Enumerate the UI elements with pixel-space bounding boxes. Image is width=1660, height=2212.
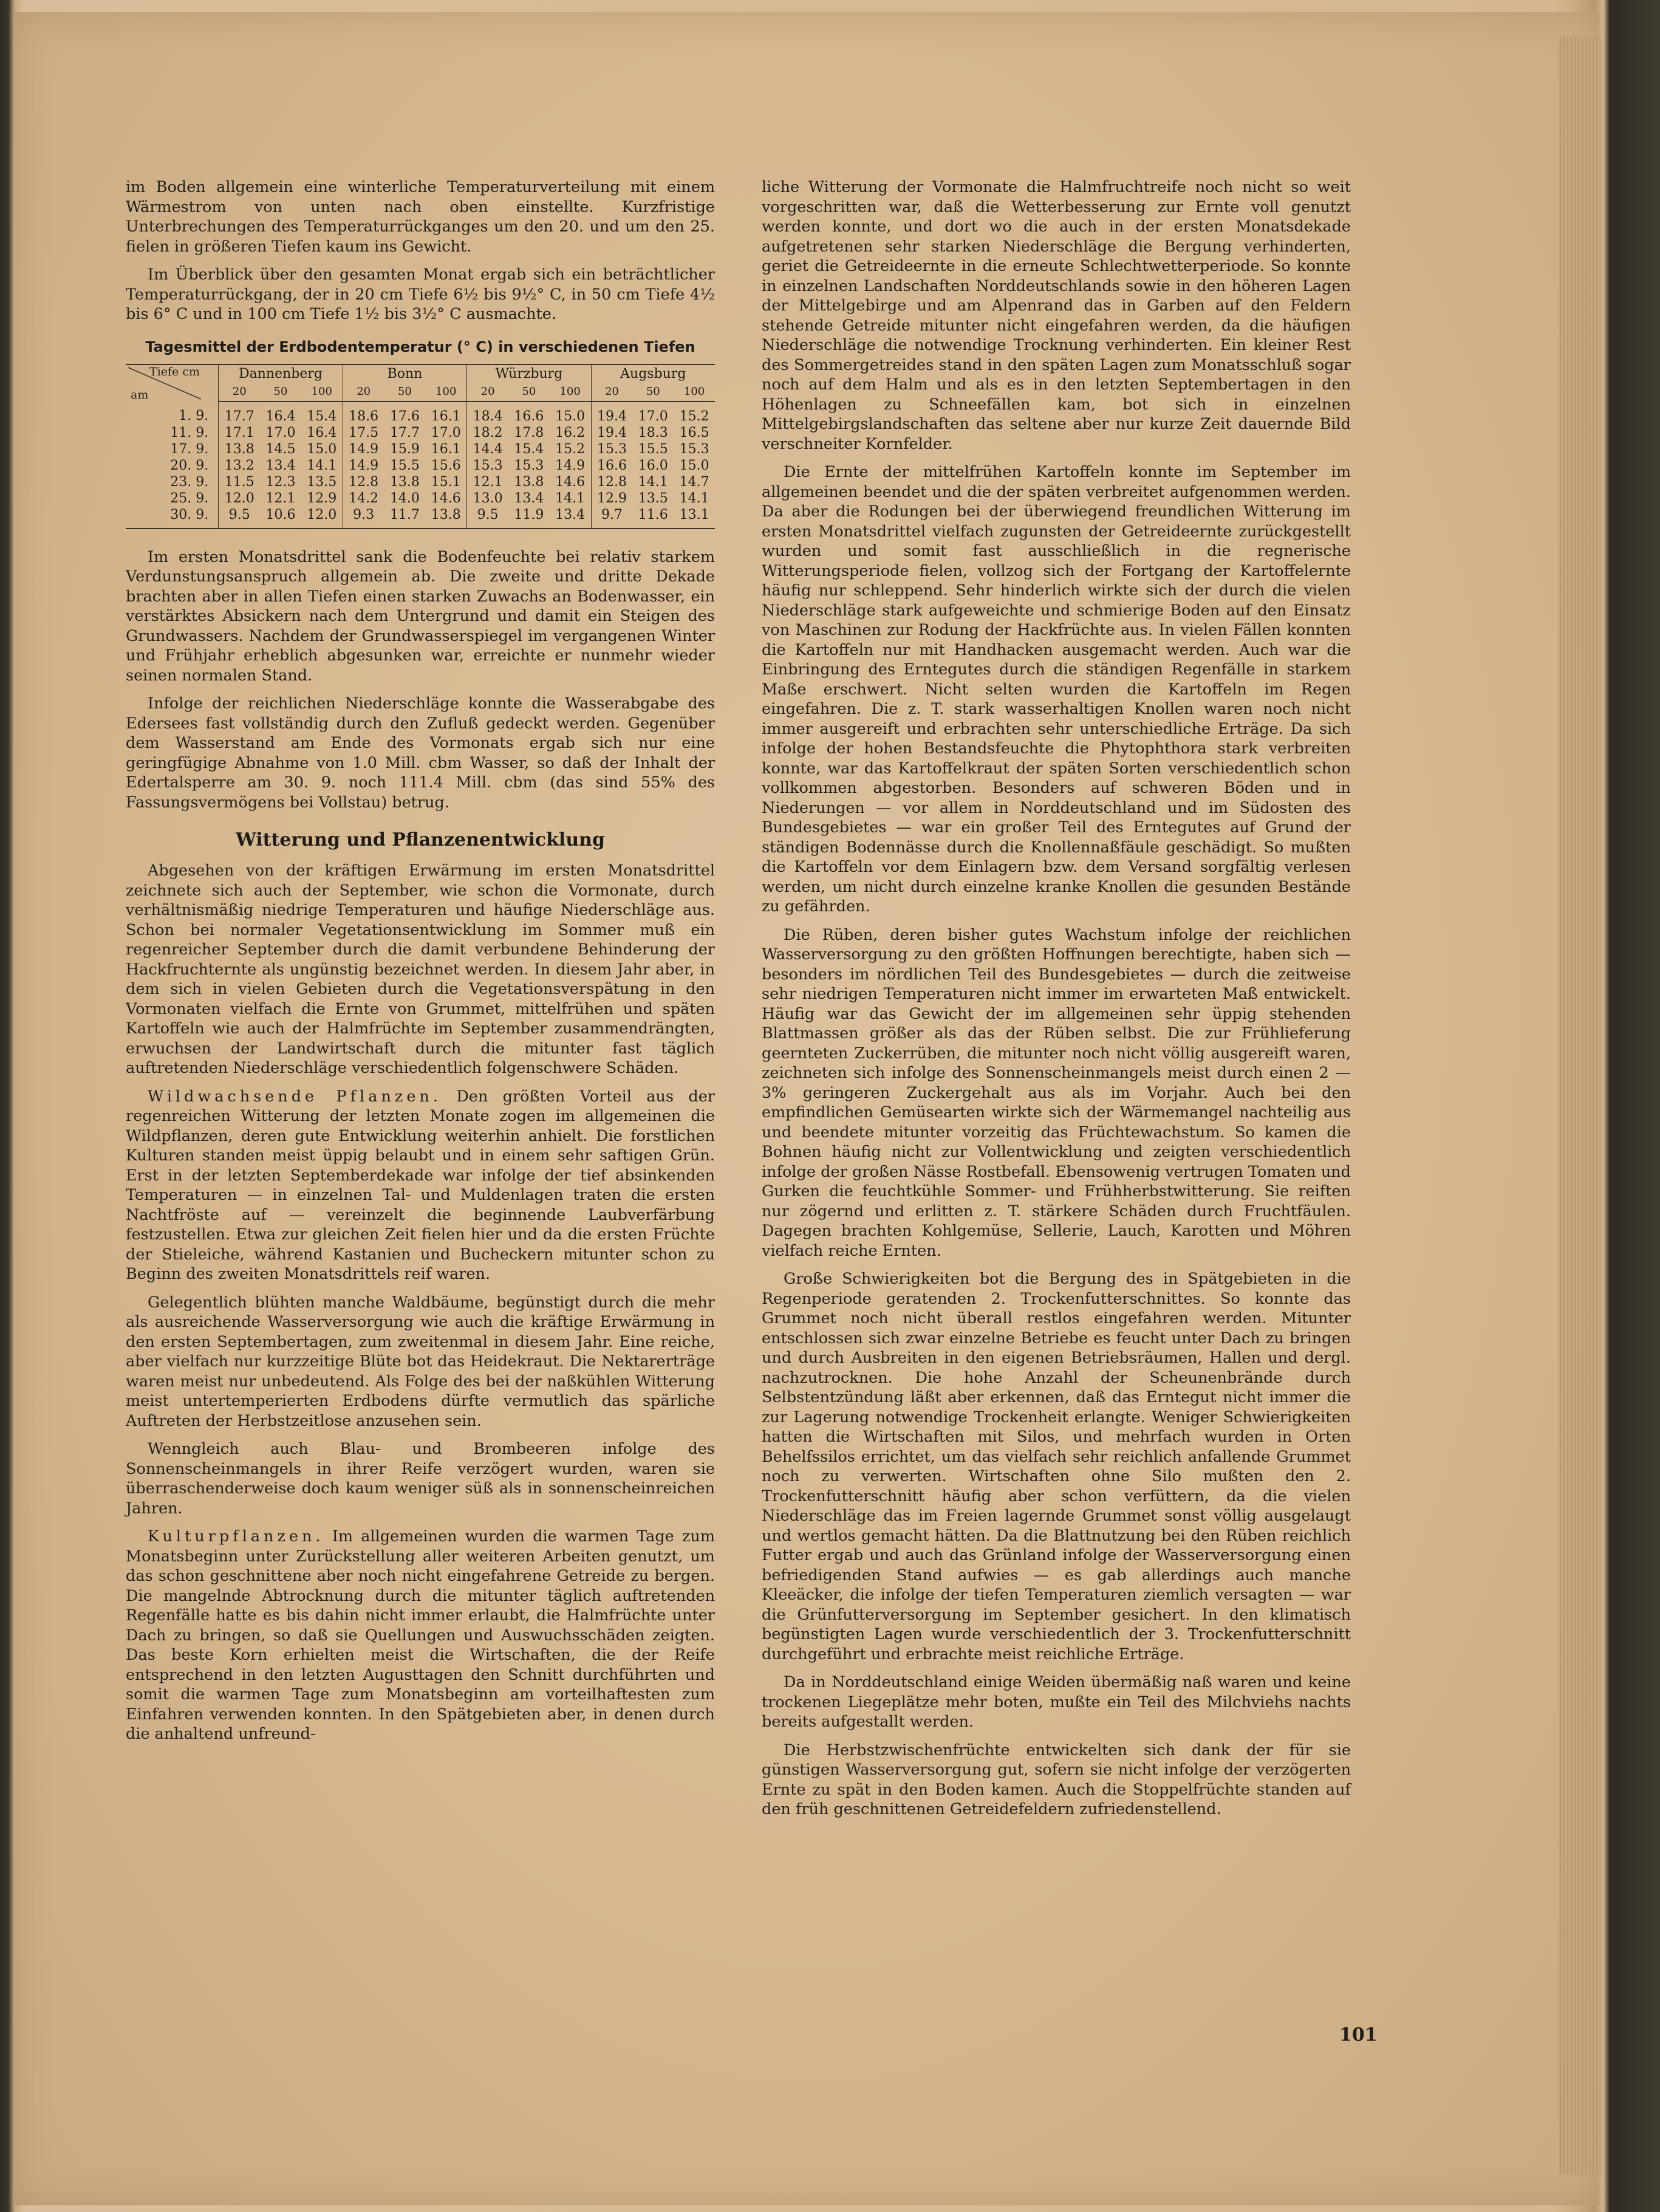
table-cell: 11.5 [219,474,260,490]
table-cell: 9.5 [219,507,260,529]
date-cell: 30. 9. [126,507,219,529]
table-cell: 19.4 [591,402,632,425]
date-cell: 20. 9. [170,457,209,473]
table-cell: 12.1 [265,490,296,506]
table-cell: 16.1 [431,408,461,424]
table-cell: 14.9 [555,457,586,473]
table-row [126,441,715,457]
paragraph: Wenngleich auch Blau- und Brombeeren infolge des Sonnenscheinmangels in ihrer Reife verzögert wurden, waren sie überraschenderweise doch kaum weniger süß als in sonnenscheinreichen Jahren. [126,1440,715,1518]
table-cell: 16.4 [265,408,296,424]
table-cell: 17.0 [638,408,668,424]
table-cell: 12.3 [265,474,296,490]
table-cell: 13.2 [219,457,260,474]
table-cell: 13.5 [638,490,668,506]
table-cell: 14.5 [265,441,296,457]
table-cell: 15.3 [514,457,544,473]
paragraph-lead: Kulturpflanzen. [148,1527,324,1546]
table-cell: 15.5 [638,441,668,457]
table-row [126,490,715,507]
paragraph: Da in Norddeutschland einige Weiden übermäßig naß waren und keine trockenen Liegeplätze mehr boten, mußte ein Teil des Milchviehs nachts bereits aufgestallt werden. [762,1673,1351,1731]
paragraph-text: Den größten Vorteil aus der regenreichen Witterung der letzten Monate zogen im allgemeinen die Wildpflanzen, deren gute Entwicklung weiterhin anhielt. Die forstlichen Kulturen standen meist üppig belaubt und in einem sehr saftigen Grün. Erst in der letzten Septemberdekade war infolge der tief absinkenden Temperaturen — in einzelnen Tal- und Muldenlagen traten die ersten Nachtfröste auf — vereinzelt die beginnende Laubverfärbung festzustellen. Etwa zur gleichen Zeit fielen hier und da die ersten Früchte der Stieleiche, während Kastanien und Bucheckern mitunter schon zu Beginn des zweiten Monatsdrittels reif waren. [126,1087,715,1283]
table-cell: 15.9 [389,441,420,457]
table-cell: 9.3 [343,507,384,529]
table-cell: 14.7 [679,474,709,490]
date-cell: 11. 9. [170,425,209,440]
depth-header: 100 [301,383,343,402]
corner-depth-label: Tiefe cm [149,365,200,378]
soil-temperature-table-block [126,338,715,529]
table-cell: 13.4 [514,490,544,506]
table-cell: 15.3 [467,457,508,474]
paragraph-kulturpflanzen [126,1527,715,1744]
station-header: Würzburg [467,365,591,383]
paragraph-wildpflanzen [126,1087,715,1284]
table-cell: 15.6 [431,457,461,473]
table-cell: 17.1 [219,425,260,441]
table-cell: 15.2 [679,408,709,424]
paragraph: im Boden allgemein eine winterliche Temperaturverteilung mit einem Wärmestrom von unten nach oben einstellte. Kurzfristige Unterbrechungen des Temperaturrückganges um den 20. und um den 25. fielen in größeren Tiefen kaum ins Gewicht. [126,178,715,256]
paragraph: Die Ernte der mittelfrühen Kartoffeln konnte im September im allgemeinen beendet und die der späten verbreitet aufgenommen werden. Da aber die Rodungen bei der überwiegend freundlichen Witterung im ersten Monatsdrittel vielfach zugunsten der Getreideernte zurückgestellt wurden und somit fast ausschließlich in die regnerische Witterungsperiode fielen, vollzog sich der Fortgang der Kartoffelernte häufig nur schleppend. Sehr hinderlich wirkte sich der durch die vielen Niederschläge stark aufgeweichte und schmierige Boden auf den Einsatz von Maschinen zur Rodung der Hackfrüchte aus. In vielen Fällen konnten die Kartoffeln nur mit Handhacken ausgemacht werden. Auch war die Einbringung des Erntegutes durch die ständigen Regenfälle in starkem Maße erschwert. Nicht selten wurden die Kartoffeln im Regen eingefahren. Die z. T. stark wasserhaltigen Knollen waren noch nicht immer ausgereift und erbrachten sehr unterschiedliche Erträge. Da sich infolge der hohen Bestandsfeuchte die Phytophthora stark verbreiten konnte, war das Kartoffelkraut der späten Sorten verschiedentlich schon vollkommen abgestorben. Besonders auf schweren Böden und in Niederungen — vor allem in Norddeutschland und im Südosten des Bundesgebietes — war ein großer Teil des Erntegutes auf Grund der ständigen Bodennässe durch die Knollennaßfäule geschädigt. So mußten die Kartoffeln vor dem Einlagern bzw. dem Versand sorgfältig verlesen werden, um nicht durch einzelne kranke Knollen die gesunden Bestände zu gefährden. [762,463,1351,916]
soil-temperature-table [126,364,715,529]
table-cell: 17.8 [514,425,544,440]
table-cell: 17.7 [389,425,420,440]
table-cell: 14.2 [343,490,384,507]
table-row [126,457,715,474]
paragraph: Große Schwierigkeiten bot die Bergung des in Spätgebieten in die Regenperiode geratenden 2. Trockenfutterschnittes. So konnte das Grummet noch nicht überall restlos eingefahren werden. Mitunter entschlossen sich zwar einzelne Betriebe es feucht unter Dach zu bringen und durch Ausbreiten in den eigenen Betriebsräumen, Hallen und dergl. nachzutrocknen. Die hohe Anzahl der Scheunenbrände durch Selbstentzündung läßt aber erkennen, daß das Erntegut nicht immer die zur Lagerung notwendige Trockenheit erlangte. Weniger Schwierigkeiten hatten die Wirtschaften mit Silos, und mehrfach wurden in Orten Behelfssilos errichtet, um das vielfach sehr reichlich anfallende Grummet noch zu verwerten. Wirtschaften ohne Silo mußten den 2. Trockenfutterschnitt häufig aber schon verfüttern, da die vielen Niederschläge das im Freien lagernde Grummet sonst völlig ausgelaugt und wertlos gemacht hätten. Da die Blattnutzung bei den Rüben reichlich Futter ergab und auch das Grünland infolge der Wasserversorgung einen befriedigenden Stand aufwies — es gab allerdings auch manche Kleeäcker, die infolge der tiefen Temperaturen ziemlich versagten — war die Grünfutterversorgung im September gesichert. In den klimatisch begünstigten Lagen wurde verschiedentlich der 3. Trockenfutterschnitt durchgeführt und erbrachte meist reichliche Erträge. [762,1270,1351,1663]
depth-header: 20 [591,383,632,402]
table-body [126,402,715,529]
left-column [126,177,715,1753]
table-cell: 15.4 [307,408,337,424]
depth-header: 50 [508,383,550,402]
table-corner [126,365,219,402]
table-cell: 18.6 [343,402,384,425]
table-cell: 16.2 [555,425,586,440]
date-cell: 25. 9. [170,490,209,506]
depth-header: 100 [674,383,715,402]
depth-header: 50 [384,383,426,402]
table-cell: 9.5 [467,507,508,529]
table-cell: 14.4 [467,441,508,457]
table-cell: 16.4 [307,425,337,440]
table-cell: 18.2 [467,425,508,441]
table-cell: 13.0 [467,490,508,507]
table-cell: 16.0 [638,457,668,473]
page-edges [1558,36,1600,2175]
depth-header: 20 [219,383,260,402]
paragraph: Die Herbstzwischenfrüchte entwickelten sich dank der für sie günstigen Wasserversorgung gut, sofern sie nicht infolge der verzögerten Ernte zu spät in den Boden kamen. Auch die Stoppelfrüchte standen auf den früh geschnittenen Getreidefeldern zufriedenstellend. [762,1741,1351,1818]
table-cell: 16.5 [679,425,709,440]
date-cell: 17. 9. [170,441,209,457]
paragraph: Im Überblick über den gesamten Monat ergab sich ein beträchtlicher Temperaturrückgang, der in 20 cm Tiefe 6½ bis 9½° C, in 50 cm Tiefe 4½ bis 6° C und in 100 cm Tiefe 1½ bis 3½° C ausmachte. [126,265,715,323]
depth-header: 20 [467,383,508,402]
section-heading: Witterung und Pflanzenentwicklung [236,829,605,851]
corner-date-label: am [131,388,149,402]
table-cell: 16.6 [591,457,632,474]
table-cell: 14.0 [389,490,420,506]
paragraph: Im ersten Monatsdrittel sank die Bodenfeuchte bei relativ starkem Verdunstungsanspruch allgemein ab. Die zweite und dritte Dekade brachten aber in allen Tiefen einen starken Zuwachs an Bodenwasser, ein verstärktes Absickern nach dem Untergrund und damit ein Steigen des Grundwassers. Nachdem der Grundwasserspiegel im vergangenen Winter und Frühjahr erheblich abgesunken war, erreichte er nunmehr wieder seinen normalen Stand. [126,547,715,685]
table-cell: 15.1 [431,474,461,490]
table-cell: 18.4 [467,402,508,425]
table-caption: Tagesmittel der Erdbodentemperatur (° C) in verschiedenen Tiefen [145,338,695,355]
table-cell: 13.8 [389,474,420,490]
table-cell: 11.7 [384,507,426,529]
table-cell: 16.1 [431,441,461,457]
table-cell: 17.5 [343,425,384,441]
right-column [762,177,1351,1828]
table-cell: 13.4 [265,457,296,473]
paragraph-lead: Wildwachsende Pflanzen. [148,1087,442,1106]
table-cell: 12.1 [467,474,508,490]
table-cell: 17.6 [389,408,420,424]
table-cell: 13.8 [425,507,466,529]
table-row [126,507,715,529]
table-cell: 14.9 [343,457,384,474]
paragraph: Gelegentlich blühten manche Waldbäume, begünstigt durch die mehr als ausreichende Wasserversorgung wie auch die kräftige Erwärmung in den ersten Septembertagen, zum zweitenmal in diesem Jahr. Eine reiche, aber vielfach nur kurzzeitige Blüte bot das Heidekraut. Die Nektarerträge waren meist nur unbedeutend. Als Folge des bei der naßkühlen Witterung meist untertemperierten Erdbodens dürfte vermutlich das spärliche Auftreten der Herbstzeitlose anzusehen sein. [126,1293,715,1430]
table-cell: 12.0 [219,490,260,507]
table-cell: 13.8 [219,441,260,457]
date-cell: 1. 9. [179,408,209,423]
table-cell: 16.6 [514,408,544,424]
paragraph: Abgesehen von der kräftigen Erwärmung im ersten Monatsdrittel zeichnete sich auch der September, wie schon die Vormonate, durch verhältnismäßig niedrige Temperaturen und häufige Niederschläge aus. Schon bei normaler Vegetationsentwicklung im Sommer muß ein regenreicher September durch die damit verbundene Behinderung der Hackfruchternte als ungünstig bezeichnet werden. In diesem Jahr aber, in dem sich in vielen Gebieten durch die Vegetationsverspätung in den Vormonaten vielfach die Ernte von Grummet, mittelfrühen und späten Kartoffeln wie auch der Halmfrüchte im September zusammendrängten, erwuchsen der Landwirtschaft durch die mitunter fast täglich auftretenden Niederschläge verschiedentlich folgenschwere Schäden. [126,861,715,1077]
table-cell: 15.0 [307,441,337,457]
table-cell: 17.0 [431,425,461,440]
table-cell: 14.6 [431,490,461,506]
table-cell: 13.1 [674,507,715,529]
depth-header: 20 [343,383,384,402]
station-header: Bonn [343,365,466,383]
table-row [126,402,715,425]
table-cell: 13.8 [514,474,544,490]
table-cell: 15.5 [389,457,420,473]
table-cell: 14.1 [679,490,709,506]
table-cell: 19.4 [591,425,632,441]
page-number: 101 [1339,2024,1378,2046]
table-cell: 15.3 [679,441,709,457]
table-cell: 13.5 [307,474,337,490]
depth-header: 50 [632,383,674,402]
table-cell: 12.8 [343,474,384,490]
table-cell: 14.9 [343,441,384,457]
paragraph: Die Rüben, deren bisher gutes Wachstum infolge der reichlichen Wasserversorgung zu den größten Hoffnungen berechtigte, haben sich — besonders im nördlichen Teil des Bundesgebietes — durch die zeitweise sehr niedrigen Temperaturen nicht immer im erwarteten Maß entwickelt. Häufig war das Gewicht der im allgemeinen sehr üppig stehenden Blattmassen größer als das der Rüben selbst. Die zur Frühlieferung geernteten Zuckerrüben, die mitunter noch nicht völlig ausgereift waren, zeichneten sich infolge des Sonnenscheinmangels meist durch einen 2 — 3% geringeren Zuckergehalt aus als im Vorjahr. Auch bei den empfindlichen Gemüsearten wirkte sich der Wärmemangel nachteilig aus und beendete mitunter vorzeitig das Früchtewachstum. So kamen die Bohnen häufig nicht zur Vollentwicklung und zeigten verschiedentlich infolge der großen Nässe Rostbefall. Ebensowenig vertrugen Tomaten und Gurken die feuchtkühle Sommer- und Frühherbstwitterung. Sie reiften nur zögernd und erlitten z. T. stärkere Schäden durch Fruchtfäulen. Dagegen brachten Kohlgemüse, Sellerie, Lauch, Karotten und Möhren vielfach reiche Ernten. [762,925,1351,1260]
paragraph: Infolge der reichlichen Niederschläge konnte die Wasserabgabe des Edersees fast vollständig durch den Zufluß gedeckt werden. Gegenüber dem Wasserstand am Ende des Vormonats ergab sich nur eine geringfügige Abnahme von 1.0 Mill. cbm Wasser, so daß der Inhalt der Edertalsperre am 30. 9. noch 111.4 Mill. cbm (das sind 55% des Fassungsvermögens bei Vollstau) betrug. [126,694,715,812]
table-cell: 15.0 [555,408,586,424]
table-cell: 11.6 [632,507,674,529]
table-cell: 12.0 [301,507,343,529]
depth-header: 100 [550,383,591,402]
table-cell: 11.9 [508,507,550,529]
table-cell: 15.3 [591,441,632,457]
station-header: Augsburg [591,365,715,383]
table-cell: 9.7 [591,507,632,529]
table-cell: 17.0 [265,425,296,440]
table-cell: 18.3 [638,425,668,440]
table-cell: 12.9 [591,490,632,507]
table-cell: 13.4 [550,507,591,529]
table-row [126,425,715,441]
table-cell: 15.0 [679,457,709,473]
date-cell: 23. 9. [170,474,209,490]
table-cell: 17.7 [219,402,260,425]
paragraph-text: Im allgemeinen wurden die warmen Tage zum Monatsbeginn unter Zurückstellung aller weiteren Arbeiten genutzt, um das schon geschnittene aber noch nicht eingefahrene Getreide zu bergen. Die mangelnde Abtrocknung durch die mitunter täglich auftretenden Regenfälle hatte es bis dahin nicht immer erlaubt, die Halmfrüchte unter Dach zu bringen, so daß sie Quellungen und Auswuchsschäden zeigten. Das beste Korn erhielten meist die Wirtschaften, die der Reife entsprechend in den letzten Augusttagen den Schnitt durchführten und somit die warmen Tage zum Monatsbeginn am vorteilhaftesten zum Einfahren verwenden konnten. In den Spätgebieten aber, in denen durch die anhaltend unfreund- [126,1527,715,1743]
table-cell: 14.1 [638,474,668,490]
table-cell: 10.6 [260,507,301,529]
paragraph: liche Witterung der Vormonate die Halmfruchtreife noch nicht so weit vorgeschritten war, daß die Wetterbesserung zur Ernte voll genutzt werden konnte, und dort wo die auch in der ersten Monatsdekade aufgetretenen sehr starken Niederschläge die Bergung verhinderten, geriet die Getreideernte in die erneute Schlechtwetterperiode. So konnte in einzelnen Landschaften Norddeutschlands sowie in den höheren Lagen der Mittelgebirge und am Alpenrand das in Garben auf den Feldern stehende Getreide mitunter nicht eingefahren werden, da die häufigen Niederschläge die notwendige Trocknung verhinderten. Ein kleiner Rest des Sommergetreides stand in den späten Lagen zum Monatsschluß sogar noch auf dem Halm und als es in den letzten Septembertagen in den Höhenlagen zu Schneefällen kam, bot sich in einzelnen Mittelgebirgslandschaften das seltene aber nur kurze Zeit dauernde Bild verschneiter Kornfelder. [762,178,1351,453]
depth-header: 50 [260,383,301,402]
table-cell: 12.8 [591,474,632,490]
station-header: Dannenberg [219,365,343,383]
depth-header: 100 [425,383,466,402]
table-cell: 14.1 [555,490,586,506]
table-cell: 15.4 [514,441,544,457]
table-cell: 14.1 [307,457,337,473]
table-cell: 12.9 [307,490,337,506]
table-cell: 15.2 [555,441,586,457]
table-cell: 14.6 [555,474,586,490]
table-row [126,474,715,490]
